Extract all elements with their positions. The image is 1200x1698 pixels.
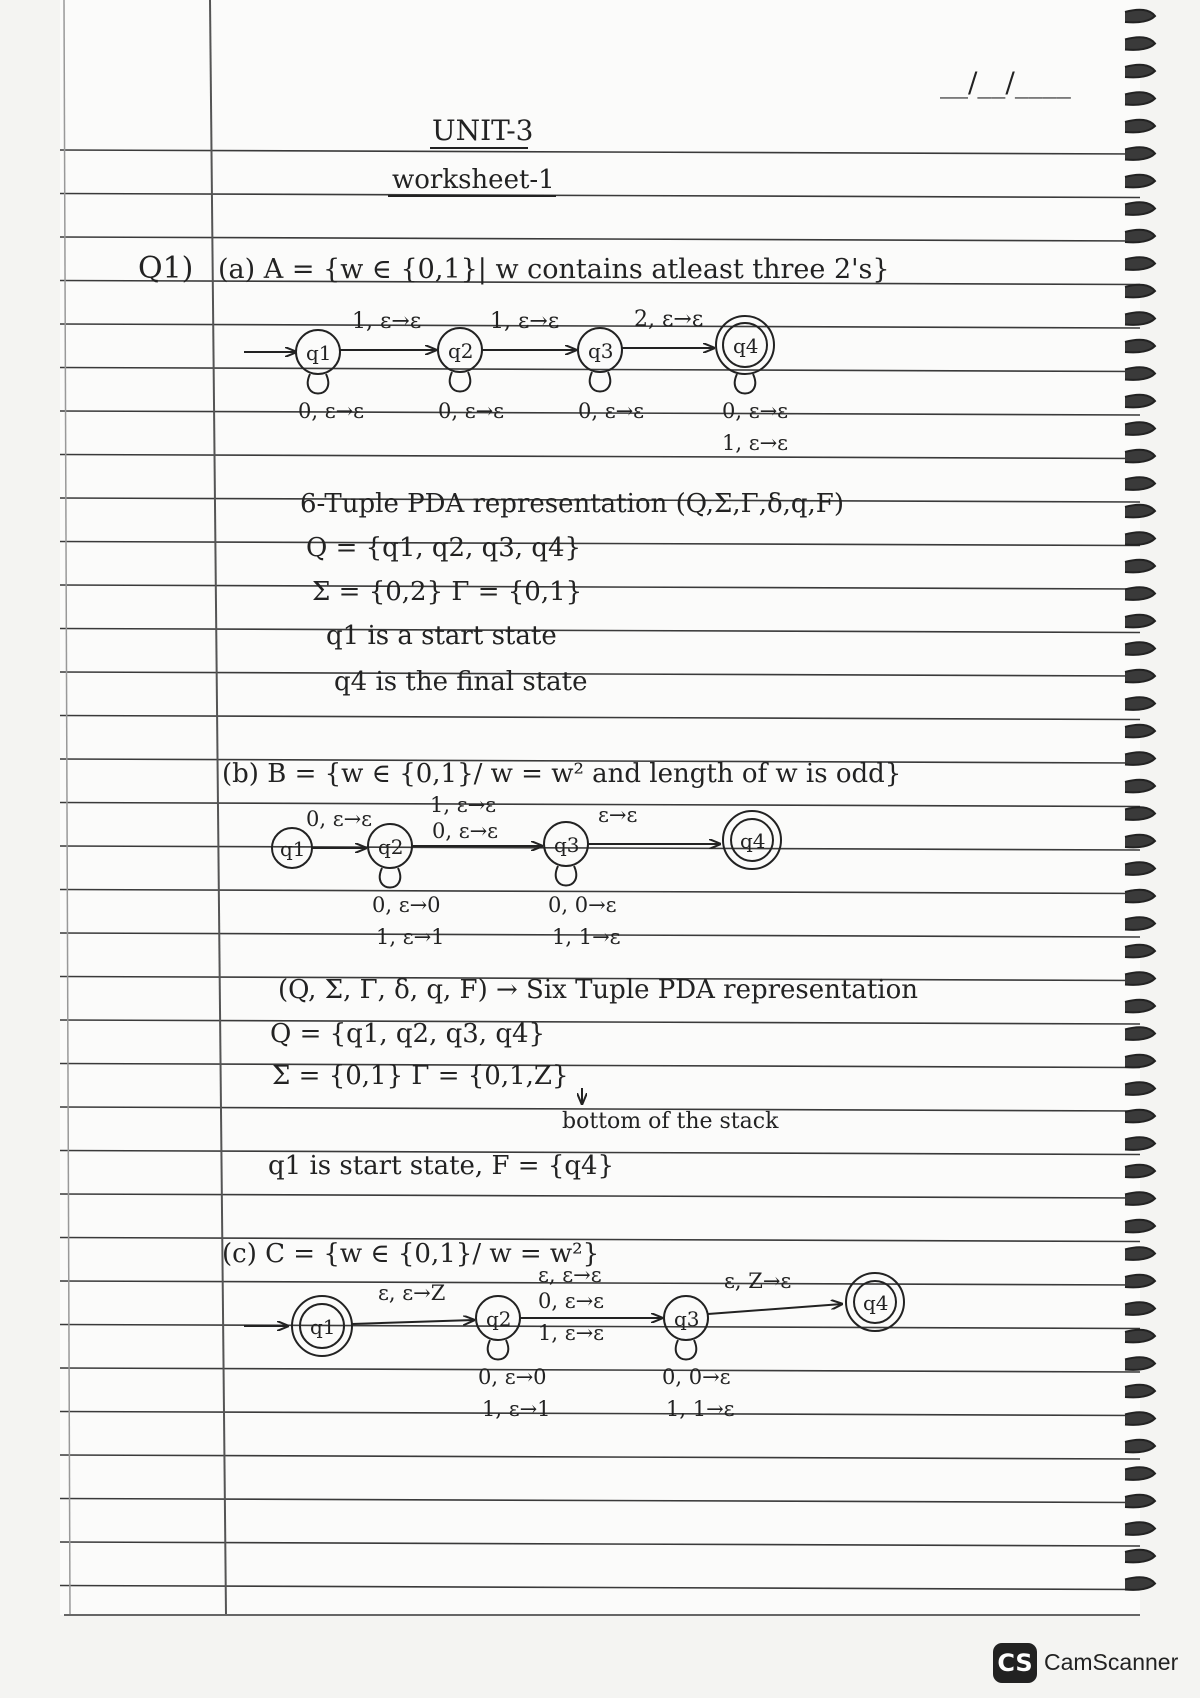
- state-b-q2: q2: [378, 835, 404, 859]
- b-line-1: (Q, Σ, Γ, δ, q, F) → Six Tuple PDA representation: [278, 975, 919, 1005]
- loop-c-1: 0, ε→0: [478, 1365, 547, 1389]
- state-c-q2: q2: [486, 1307, 512, 1331]
- edge-c-4: 1, ε→ε: [538, 1321, 605, 1345]
- question-label: Q1): [138, 251, 194, 286]
- edge-a-1: 1, ε→ε: [352, 309, 422, 334]
- a-line-1: 6-Tuple PDA representation (Q,Σ,Γ,δ,q,F): [300, 489, 844, 519]
- camscanner-logo-icon: CS: [993, 1643, 1037, 1683]
- state-c-q1: q1: [310, 1315, 336, 1339]
- worksheet-heading: worksheet-1: [392, 165, 555, 195]
- loop-a-5: 1, ε→ε: [722, 431, 789, 455]
- edge-c-3: 0, ε→ε: [538, 1289, 605, 1313]
- loop-a-2: 0, ε→ε: [438, 399, 505, 423]
- a-line-2: Q = {q1, q2, q3, q4}: [306, 533, 582, 563]
- a-line-5: q4 is the final state: [334, 667, 588, 697]
- edge-b-1: 0, ε→ε: [306, 807, 373, 831]
- edge-b-4: ε→ε: [598, 803, 638, 827]
- edge-a-3: 2, ε→ε: [634, 307, 704, 332]
- part-b-title: (b) B = {w ∈ {0,1}/ w = w² and length of w is odd}: [222, 759, 902, 789]
- state-a-q1: q1: [306, 341, 332, 365]
- b-stack-note: bottom of the stack: [562, 1109, 779, 1134]
- loop-c-3: 0, 0→ε: [662, 1365, 731, 1389]
- unit-heading: UNIT-3: [432, 114, 534, 147]
- state-b-q3: q3: [554, 833, 580, 857]
- a-line-3: Σ = {0,2} Γ = {0,1}: [312, 577, 583, 607]
- part-a-title: (a) A = {w ∈ {0,1}| w contains atleast three 2's}: [218, 254, 890, 285]
- state-a-q4: q4: [733, 334, 759, 358]
- edge-a-2: 1, ε→ε: [490, 309, 560, 334]
- camscanner-watermark: CamScanner: [1044, 1649, 1179, 1675]
- edge-b-2: 1, ε→ε: [430, 793, 497, 817]
- edge-c-1: ε, ε→Z: [378, 1281, 446, 1305]
- part-c-title: (c) C = {w ∈ {0,1}/ w = w²}: [222, 1239, 600, 1269]
- edge-c-2: ε, ε→ε: [538, 1263, 602, 1287]
- state-a-q2: q2: [448, 339, 474, 363]
- loop-a-4: 0, ε→ε: [722, 399, 789, 423]
- date-field: __/__/____: [940, 66, 1071, 99]
- loop-a-1: 0, ε→ε: [298, 399, 365, 423]
- b-line-2: Q = {q1, q2, q3, q4}: [270, 1019, 546, 1049]
- loop-c-4: 1, 1→ε: [666, 1397, 735, 1421]
- a-line-4: q1 is a start state: [326, 621, 557, 651]
- loop-b-3: 0, 0→ε: [548, 893, 617, 917]
- loop-b-2: 1, ε→1: [376, 925, 445, 949]
- loop-a-3: 0, ε→ε: [578, 399, 645, 423]
- state-b-q4: q4: [740, 829, 766, 853]
- state-c-q4: q4: [863, 1291, 889, 1315]
- edge-c-5: ε, Z→ε: [724, 1269, 792, 1293]
- b-line-3: Σ = {0,1} Γ = {0,1,Z}: [272, 1061, 569, 1091]
- loop-c-2: 1, ε→1: [482, 1397, 551, 1421]
- loop-b-4: 1, 1→ε: [552, 925, 621, 949]
- loop-b-1: 0, ε→0: [372, 893, 441, 917]
- state-b-q1: q1: [280, 837, 306, 861]
- b-line-5: q1 is start state, F = {q4}: [268, 1151, 615, 1181]
- state-a-q3: q3: [588, 339, 614, 363]
- edge-b-3: 0, ε→ε: [432, 819, 499, 843]
- state-c-q3: q3: [674, 1307, 700, 1331]
